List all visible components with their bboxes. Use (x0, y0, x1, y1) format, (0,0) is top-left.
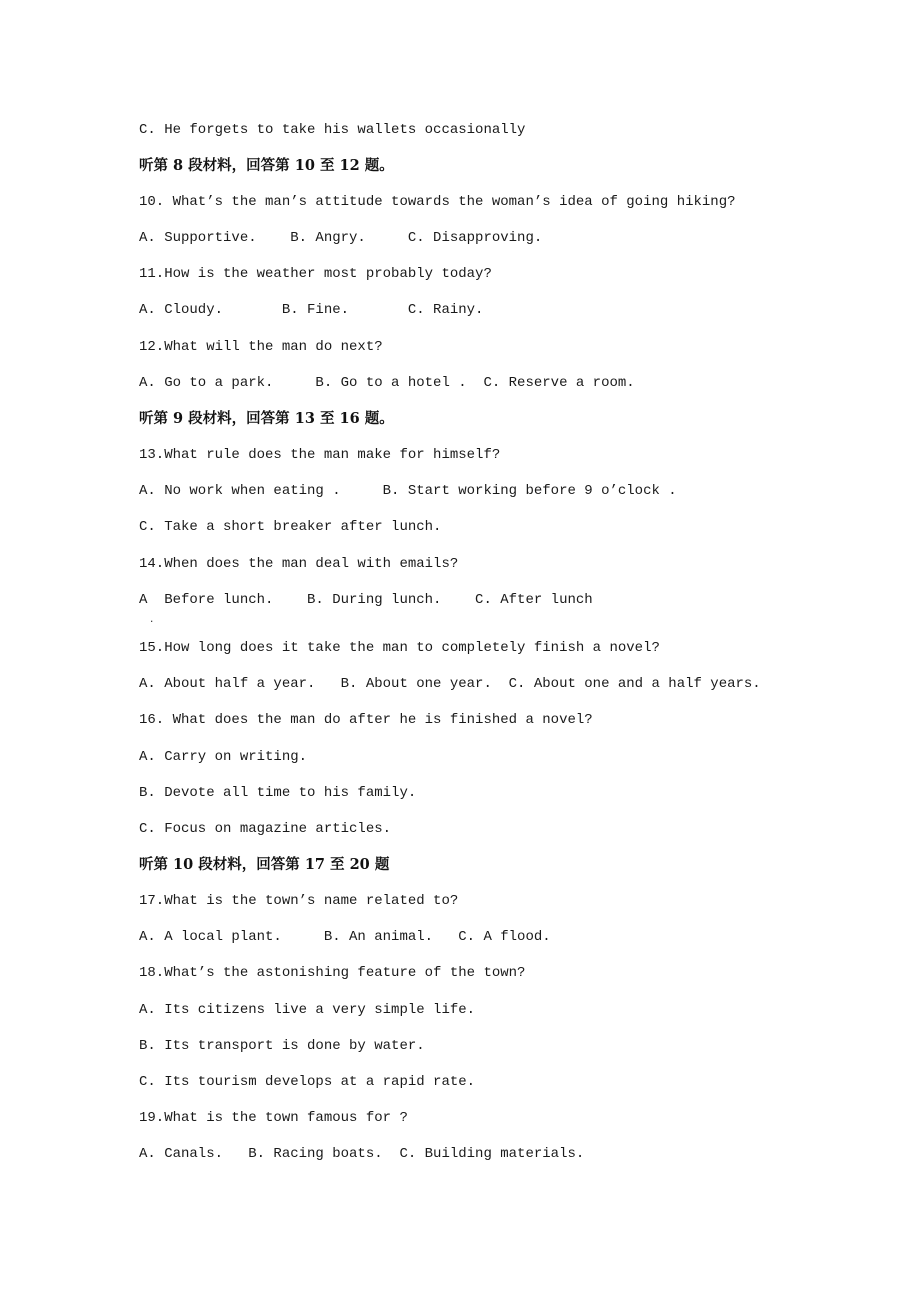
option-line: B. Its transport is done by water. (139, 1038, 425, 1054)
option-line: C. Take a short breaker after lunch. (139, 519, 442, 535)
option-line: A. Go to a park. B. Go to a hotel . C. Reserve a room. (139, 375, 635, 391)
question-line: 18.What’s the astonishing feature of the town? (139, 965, 526, 981)
option-line: B. Devote all time to his family. (139, 785, 417, 801)
option-line: A. Supportive. B. Angry. C. Disapproving. (139, 230, 543, 246)
option-line: A. No work when eating . B. Start working before 9 o’clock . (139, 483, 677, 499)
option-line: A. Its citizens live a very simple life. (139, 1002, 476, 1018)
question-line: 11.How is the weather most probably today? (139, 266, 492, 282)
option-line: C. He forgets to take his wallets occasionally (139, 122, 526, 138)
section-heading: 听第 9 段材料，回答第 13 至 16 题。 (139, 410, 394, 427)
section-heading: 听第 8 段材料，回答第 10 至 12 题。 (139, 157, 394, 174)
option-line: A. Cloudy. B. Fine. C. Rainy. (139, 302, 484, 318)
question-line: 10. What’s the man’s attitude towards the woman’s idea of going hiking? (139, 194, 736, 210)
question-line: 12.What will the man do next? (139, 339, 383, 355)
option-line: A. Canals. B. Racing boats. C. Building materials. (139, 1146, 585, 1162)
question-line: 15.How long does it take the man to completely finish a novel? (139, 640, 660, 656)
section-heading: 听第 10 段材料，回答第 17 至 20 题 (139, 856, 390, 873)
question-line: 19.What is the town famous for ? (139, 1110, 408, 1126)
question-line: 16. What does the man do after he is finished a novel? (139, 712, 593, 728)
option-line: C. Focus on magazine articles. (139, 821, 392, 837)
option-line: A. A local plant. B. An animal. C. A flood. (139, 929, 551, 945)
option-line: A Before lunch. B. During lunch. C. After lunch (139, 592, 593, 608)
question-line: 13.What rule does the man make for himself? (139, 447, 501, 463)
option-line: C. Its tourism develops at a rapid rate. (139, 1074, 476, 1090)
question-line: 17.What is the town’s name related to? (139, 893, 459, 909)
question-line: 14.When does the man deal with emails? (139, 556, 459, 572)
stray-mark: · (149, 617, 155, 627)
option-line: A. Carry on writing. (139, 749, 308, 765)
option-line: A. About half a year. B. About one year. C. About one and a half years. (139, 676, 761, 692)
